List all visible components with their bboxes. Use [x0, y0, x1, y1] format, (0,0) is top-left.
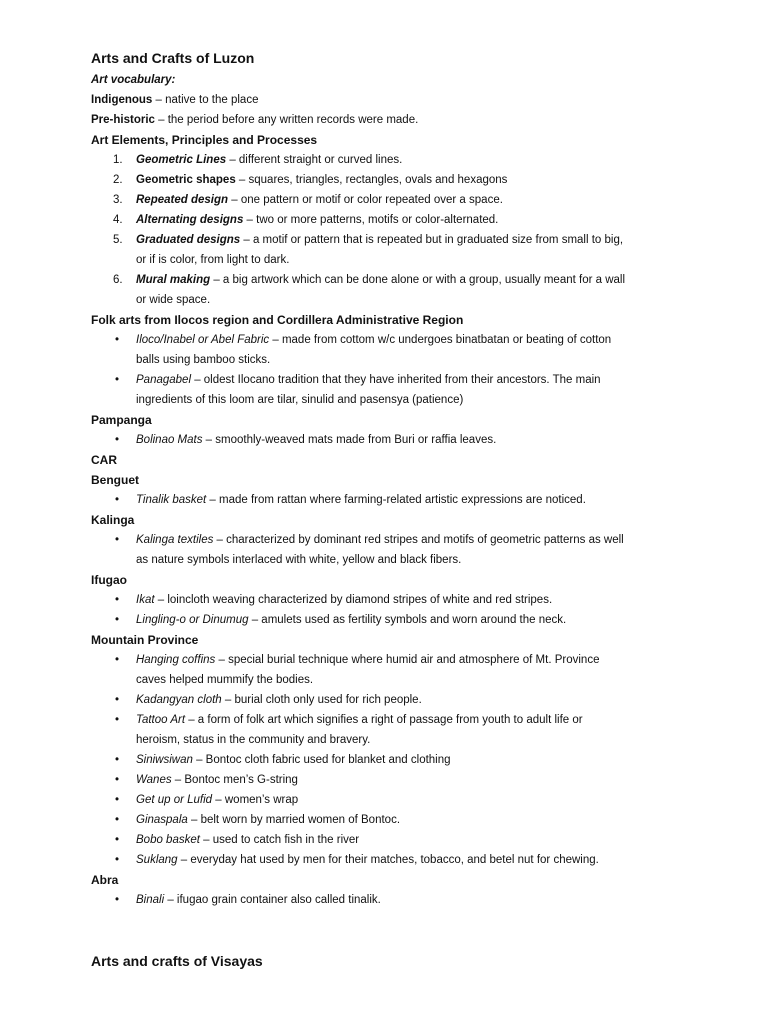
- item-term: Alternating designs: [136, 214, 244, 226]
- item-definition: – loincloth weaving characterized by diamond stripes of white and red stripes.: [154, 594, 553, 606]
- item-term: Graduated designs: [136, 234, 241, 246]
- bullet-icon: •: [115, 774, 120, 786]
- list-item: [91, 710, 691, 750]
- bullet-icon: •: [115, 614, 120, 626]
- section-heading-ifugao: Ifugao: [91, 573, 127, 587]
- document-page: [91, 47, 691, 972]
- abra-list: [91, 890, 691, 910]
- list-item: [91, 850, 691, 870]
- item-definition: – everyday hat used by men for their matches, tobacco, and betel nut for chewing.: [177, 854, 599, 866]
- vocab-term: Indigenous: [91, 94, 153, 106]
- section-heading-abra: Abra: [91, 873, 119, 887]
- item-term: Tattoo Art: [136, 714, 186, 726]
- item-continuation: or if is color, from light to dark.: [136, 254, 290, 266]
- item-term: Hanging coffins: [136, 654, 216, 666]
- list-item: [91, 790, 691, 810]
- section-heading-folk-arts: Folk arts from Ilocos region and Cordillera Administrative Region: [91, 313, 464, 327]
- item-term: Binali: [136, 894, 165, 906]
- page-title: Arts and Crafts of Luzon: [91, 50, 255, 66]
- section-heading-visayas: Arts and crafts of Visayas: [91, 953, 263, 969]
- item-term: Wanes: [136, 774, 172, 786]
- item-term: Ginaspala: [136, 814, 188, 826]
- item-continuation: ingredients of this loom are tilar, sinulid and pasensya (patience): [136, 394, 464, 406]
- list-item: [91, 770, 691, 790]
- list-item: [91, 810, 691, 830]
- bullet-icon: •: [115, 434, 120, 446]
- bullet-icon: •: [115, 814, 120, 826]
- item-continuation: as nature symbols interlaced with white, yellow and black fibers.: [136, 554, 462, 566]
- item-term: Siniwsiwan: [136, 754, 193, 766]
- list-item: [91, 190, 691, 210]
- bullet-icon: •: [115, 794, 120, 806]
- item-definition: – burial cloth only used for rich people.: [221, 694, 422, 706]
- ilocos-list: [91, 330, 691, 410]
- ifugao-list: [91, 590, 691, 630]
- item-definition: – special burial technique where humid air and atmosphere of Mt. Province: [215, 654, 600, 666]
- mountain-province-list: [91, 650, 691, 870]
- item-term: Kadangyan cloth: [136, 694, 222, 706]
- list-item: [91, 610, 691, 630]
- item-number: 3.: [113, 194, 123, 206]
- list-item: [91, 590, 691, 610]
- item-definition: – Bontoc men’s G-string: [171, 774, 298, 786]
- item-term: Suklang: [136, 854, 178, 866]
- bullet-icon: •: [115, 334, 120, 346]
- item-definition: – belt worn by married women of Bontoc.: [187, 814, 401, 826]
- item-term: Mural making: [136, 274, 211, 286]
- list-item: [91, 530, 691, 570]
- section-heading-car: CAR: [91, 453, 117, 467]
- item-number: 1.: [113, 154, 123, 166]
- list-item: [91, 150, 691, 170]
- item-definition: – a motif or pattern that is repeated but in graduated size from small to big,: [240, 234, 624, 246]
- section-heading-kalinga: Kalinga: [91, 513, 135, 527]
- elements-list: [91, 150, 691, 310]
- section-heading-mountain-province: Mountain Province: [91, 633, 199, 647]
- list-item: [91, 430, 691, 450]
- vocab-definition: – the period before any written records were made.: [154, 114, 419, 126]
- item-definition: – smoothly-weaved mats made from Buri or raffia leaves.: [202, 434, 497, 446]
- item-number: 2.: [113, 174, 123, 186]
- bullet-icon: •: [115, 374, 120, 386]
- pampanga-list: [91, 430, 691, 450]
- list-item: [91, 170, 691, 190]
- list-item: [91, 210, 691, 230]
- list-item: [91, 370, 691, 410]
- bullet-icon: •: [115, 694, 120, 706]
- item-continuation: balls using bamboo sticks.: [136, 354, 271, 366]
- item-term: Bobo basket: [136, 834, 200, 846]
- item-definition: – amulets used as fertility symbols and worn around the neck.: [248, 614, 567, 626]
- bullet-icon: •: [115, 834, 120, 846]
- item-definition: – ifugao grain container also called tinalik.: [164, 894, 381, 906]
- bullet-icon: •: [115, 714, 120, 726]
- item-term: Get up or Lufid: [136, 794, 213, 806]
- vocab-entry: [91, 110, 691, 130]
- item-definition: – squares, triangles, rectangles, ovals and hexagons: [235, 174, 508, 186]
- item-term: Repeated design: [136, 194, 229, 206]
- section-heading-elements: Art Elements, Principles and Processes: [91, 133, 318, 147]
- section-spacer: [91, 910, 691, 950]
- list-item: [91, 490, 691, 510]
- list-item: [91, 650, 691, 690]
- item-term: Panagabel: [136, 374, 191, 386]
- item-term: Kalinga textiles: [136, 534, 214, 546]
- list-item: [91, 830, 691, 850]
- item-number: 5.: [113, 234, 123, 246]
- item-definition: – one pattern or motif or color repeated over a space.: [228, 194, 503, 206]
- item-definition: – different straight or curved lines.: [226, 154, 403, 166]
- item-continuation: heroism, status in the community and bravery.: [136, 734, 371, 746]
- list-item: [91, 230, 691, 270]
- section-heading-benguet: Benguet: [91, 473, 139, 487]
- list-item: [91, 690, 691, 710]
- item-definition: – a form of folk art which signifies a right of passage from youth to adult life or: [185, 714, 583, 726]
- item-term: Iloco/Inabel or Abel Fabric: [136, 334, 270, 346]
- item-term: Tinalik basket: [136, 494, 207, 506]
- item-definition: – used to catch fish in the river: [199, 834, 360, 846]
- bullet-icon: •: [115, 894, 120, 906]
- item-definition: – made from cottom w/c undergoes binatbatan or beating of cotton: [269, 334, 612, 346]
- item-continuation: or wide space.: [136, 294, 211, 306]
- bullet-icon: •: [115, 854, 120, 866]
- item-term: Bolinao Mats: [136, 434, 203, 446]
- vocab-definition: – native to the place: [152, 94, 259, 106]
- list-item: [91, 330, 691, 370]
- item-term: Ikat: [136, 594, 155, 606]
- item-definition: – Bontoc cloth fabric used for blanket and clothing: [192, 754, 451, 766]
- item-definition: – women’s wrap: [212, 794, 299, 806]
- item-definition: – a big artwork which can be done alone or with a group, usually meant for a wall: [210, 274, 626, 286]
- item-definition: – made from rattan where farming-related artistic expressions are noticed.: [206, 494, 586, 506]
- item-term: Lingling-o or Dinumug: [136, 614, 249, 626]
- list-item: [91, 750, 691, 770]
- list-item: [91, 890, 691, 910]
- item-definition: – oldest Ilocano tradition that they have inherited from their ancestors. The main: [191, 374, 601, 386]
- item-number: 4.: [113, 214, 123, 226]
- bullet-icon: •: [115, 494, 120, 506]
- vocab-term: Pre-historic: [91, 114, 155, 126]
- item-term: Geometric Lines: [136, 154, 227, 166]
- bullet-icon: •: [115, 654, 120, 666]
- vocab-entry: [91, 90, 691, 110]
- section-heading-pampanga: Pampanga: [91, 413, 152, 427]
- bullet-icon: •: [115, 594, 120, 606]
- item-definition: – characterized by dominant red stripes and motifs of geometric patterns as well: [213, 534, 624, 546]
- item-definition: – two or more patterns, motifs or color-alternated.: [243, 214, 499, 226]
- item-continuation: caves helped mummify the bodies.: [136, 674, 314, 686]
- vocab-label: Art vocabulary:: [91, 74, 176, 86]
- list-item: [91, 270, 691, 310]
- benguet-list: [91, 490, 691, 510]
- bullet-icon: •: [115, 534, 120, 546]
- item-number: 6.: [113, 274, 123, 286]
- kalinga-list: [91, 530, 691, 570]
- item-term: Geometric shapes: [136, 174, 236, 186]
- bullet-icon: •: [115, 754, 120, 766]
